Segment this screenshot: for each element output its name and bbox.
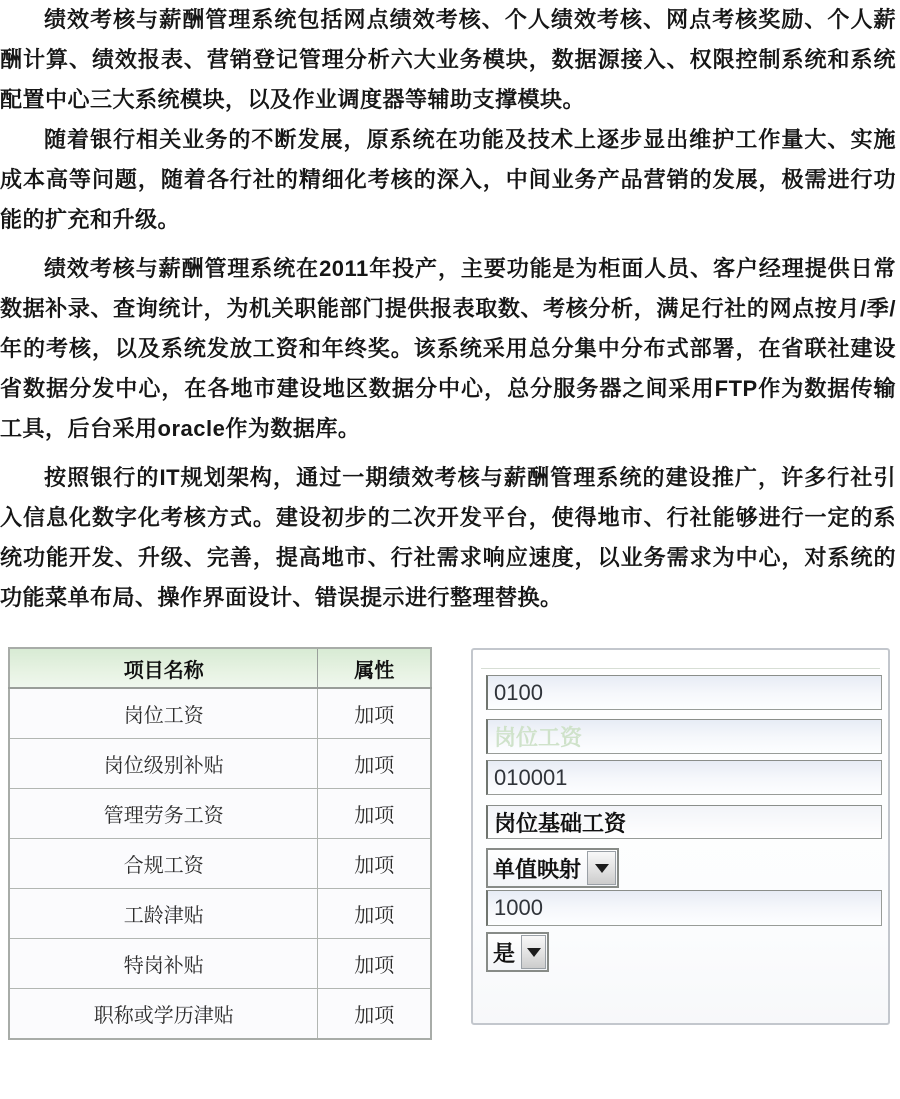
dropdown-arrow-icon <box>527 948 541 957</box>
table-row <box>9 839 431 889</box>
header-item-attr: 属性 <box>318 648 431 688</box>
paragraph-system-history: 绩效考核与薪酬管理系统在2011年投产，主要功能是为柜面人员、客户经理提供日常数据补录、查询统计，为机关职能部门提供报表取数、考核分析，满足行社的网点按月/季/年的考核，以及系统发放工资和年终奖。该系统采用总分集中分布式部署，在省联社建设省数据分发中心，在各地市建设地区数据分中心，总分服务器之间采用FTP作为数据传输工具，后台采用oracle作为数据库。 <box>0 256 896 441</box>
sub-item-name-input[interactable] <box>486 805 882 839</box>
paragraph-upgrade-need: 随着银行相关业务的不断发展，原系统在功能及技术上逐步显出维护工作量大、实施成本高等问题，随着各行社的精细化考核的深入，中间业务产品营销的发展，极需进行功能的扩充和升级。 <box>0 127 896 232</box>
item-name-cell: 岗位级别补贴 <box>9 739 318 789</box>
mapping-type-value: 单值映射 <box>493 856 582 882</box>
item-attr-cell: 加项 <box>318 889 431 939</box>
panel-divider <box>481 668 880 669</box>
dropdown-arrow-button[interactable] <box>587 851 616 885</box>
table-header-row <box>9 648 431 688</box>
item-name-cell: 职称或学历津贴 <box>9 989 318 1040</box>
salary-items-table <box>8 647 432 1040</box>
item-attr-cell: 加项 <box>318 739 431 789</box>
item-name-cell: 工龄津贴 <box>9 889 318 939</box>
item-detail-panel <box>471 648 890 1025</box>
item-name-input <box>486 719 882 754</box>
sub-item-code-input <box>486 760 882 795</box>
table-row <box>9 789 431 839</box>
item-attr-cell: 加项 <box>318 839 431 889</box>
mapping-type-dropdown[interactable] <box>486 848 619 888</box>
table-row <box>9 739 431 789</box>
item-attr-cell: 加项 <box>318 939 431 989</box>
table-row <box>9 688 431 739</box>
paragraph-it-plan: 按照银行的IT规划架构，通过一期绩效考核与薪酬管理系统的建设推广，许多行社引入信息化数字化考核方式。建设初步的二次开发平台，使得地市、行社能够进行一定的系统功能开发、升级、完善，提高地市、行社需求响应速度，以业务需求为中心，对系统的功能菜单布局、操作界面设计、错误提示进行整理替换。 <box>0 465 896 610</box>
dropdown-arrow-icon <box>595 864 609 873</box>
item-name-cell: 合规工资 <box>9 839 318 889</box>
table-row <box>9 989 431 1040</box>
item-name-cell: 岗位工资 <box>9 688 318 739</box>
dropdown-arrow-button[interactable] <box>521 935 546 969</box>
paragraph-system-modules: 绩效考核与薪酬管理系统包括网点绩效考核、个人绩效考核、网点考核奖励、个人薪酬计算、绩效报表、营销登记管理分析六大业务模块，数据源接入、权限控制系统和系统配置中心三大系统模块，以及作业调度器等辅助支撑模块。 <box>0 7 896 112</box>
table-row <box>9 939 431 989</box>
item-attr-cell: 加项 <box>318 989 431 1040</box>
default-value-input[interactable] <box>486 890 882 926</box>
enabled-flag-dropdown[interactable] <box>486 932 549 972</box>
item-name-cell: 特岗补贴 <box>9 939 318 989</box>
item-attr-cell: 加项 <box>318 688 431 739</box>
enabled-flag-value: 是 <box>493 940 516 966</box>
item-name-cell: 管理劳务工资 <box>9 789 318 839</box>
item-attr-cell: 加项 <box>318 789 431 839</box>
table-row <box>9 889 431 939</box>
header-item-name: 项目名称 <box>9 648 318 688</box>
item-code-input <box>486 675 882 710</box>
